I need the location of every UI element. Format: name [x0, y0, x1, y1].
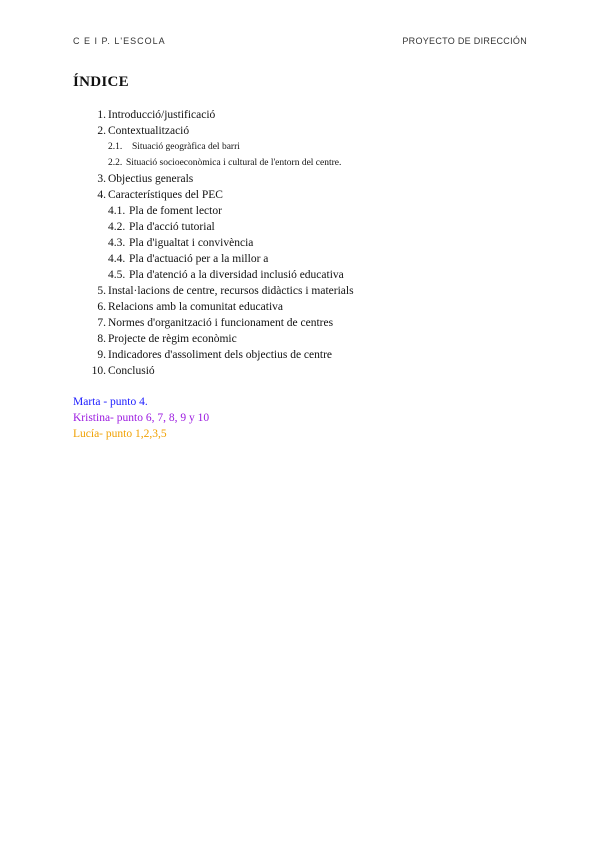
toc-item-number: 4.5. — [108, 269, 126, 281]
toc-item-label: Situació socioeconòmica i cultural de l'entorn del centre. — [126, 158, 342, 168]
toc-subitem — [90, 267, 530, 283]
toc-subitem — [90, 251, 530, 267]
toc-item-label: Pla de foment lector — [129, 205, 222, 217]
assignment-line: Lucía- punto 1,2,3,5 — [73, 428, 167, 440]
toc-item — [90, 171, 530, 187]
toc-item-label: Indicadores d'assoliment dels objectius de centre — [108, 349, 333, 361]
toc-item-number: 7. — [97, 317, 106, 329]
toc-item-label: Conclusió — [108, 365, 155, 377]
page-header — [73, 36, 527, 50]
toc-item — [90, 347, 530, 363]
toc-item-number: 6. — [97, 301, 106, 313]
toc-item-label: Objectius generals — [108, 173, 194, 185]
toc-item-label: Instal·lacions de centre, recursos didàctics i materials — [108, 285, 354, 297]
table-of-contents — [90, 107, 530, 379]
toc-item-number: 8. — [97, 333, 106, 345]
toc-subitem — [90, 139, 530, 155]
toc-item — [90, 315, 530, 331]
toc-item-number: 2.1. — [108, 142, 123, 152]
toc-item-label: Pla d'acció tutorial — [129, 221, 215, 233]
toc-item-number: 5. — [97, 285, 106, 297]
toc-item — [90, 187, 530, 203]
toc-item-number: 4.3. — [108, 237, 126, 249]
toc-item-number: 10. — [91, 365, 106, 377]
toc-subitem — [90, 235, 530, 251]
toc-item-number: 4.4. — [108, 253, 126, 265]
toc-item-label: Relacions amb la comunitat educativa — [108, 301, 283, 313]
toc-item-number: 4. — [97, 189, 106, 201]
toc-item-number: 9. — [97, 349, 106, 361]
toc-item-label: Situació geogràfica del barri — [132, 142, 240, 152]
toc-subitem — [90, 155, 530, 171]
toc-item — [90, 363, 530, 379]
toc-subitem — [90, 219, 530, 235]
toc-item-label: Característiques del PEC — [108, 189, 223, 201]
school-name: C E I P. L'ESCOLA — [73, 36, 166, 46]
assignment-line: Kristina- punto 6, 7, 8, 9 y 10 — [73, 412, 210, 424]
toc-item-label: Introducció/justificació — [108, 109, 216, 121]
toc-item — [90, 283, 530, 299]
toc-item — [90, 331, 530, 347]
toc-item-label: Projecte de règim econòmic — [108, 333, 237, 345]
assignments-list — [73, 394, 209, 442]
toc-item — [90, 123, 530, 139]
toc-item-label: Contextualització — [108, 125, 190, 137]
toc-item-number: 3. — [97, 173, 106, 185]
assignment-line: Marta - punto 4. — [73, 396, 148, 408]
project-title: PROYECTO DE DIRECCIÓN — [402, 36, 527, 46]
toc-item-label: Pla d'igualtat i convivència — [129, 237, 254, 249]
toc-subitem — [90, 203, 530, 219]
toc-item — [90, 107, 530, 123]
toc-item-number: 2.2. — [108, 158, 123, 168]
toc-item-number: 4.2. — [108, 221, 126, 233]
toc-item-number: 2. — [97, 125, 106, 137]
toc-item-label: Normes d'organització i funcionament de centres — [108, 317, 334, 329]
toc-item-number: 4.1. — [108, 205, 126, 217]
toc-item — [90, 299, 530, 315]
page-title: ÍNDICE — [73, 74, 129, 90]
toc-item-number: 1. — [97, 109, 106, 121]
toc-item-label: Pla d'atenció a la diversidad inclusió educativa — [129, 269, 344, 281]
toc-item-label: Pla d'actuació per a la millor a — [129, 253, 269, 265]
